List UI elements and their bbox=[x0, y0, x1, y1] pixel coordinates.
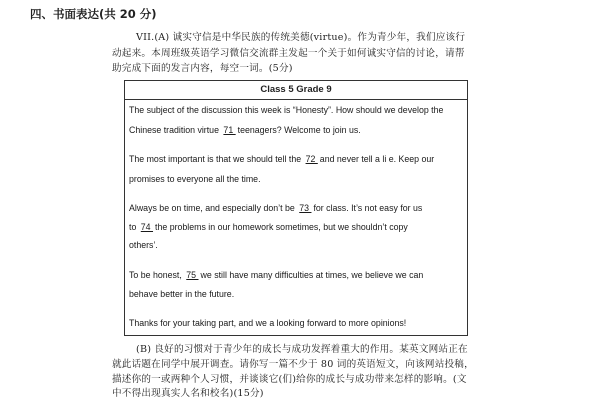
panel-line-10: Thanks for your taking part, and we a looking forward to more opinions! bbox=[129, 318, 407, 328]
text-segment: to bbox=[129, 222, 139, 232]
instruction-line-3: 助完成下面的发言内容，每空一词。(5分) bbox=[112, 63, 293, 74]
blank-74: 74 bbox=[140, 222, 154, 232]
instruction-line-2: 动起来。本周班级英语学习微信交流群主发起一个关于如何诚实守信的讨论，请帮 bbox=[112, 48, 465, 59]
panel-line-4: promises to everyone all the time. bbox=[129, 174, 261, 184]
text-segment: teenagers? Welcome to join us. bbox=[237, 125, 361, 135]
panel-line-6 bbox=[129, 221, 408, 233]
text-segment: the problems in our homework sometimes, but we shouldn’t copy bbox=[155, 222, 408, 232]
part-b-line-1: (B) 良好的习惯对于青少年的成长与成功发挥着重大的作用。某英文网站正在 bbox=[136, 344, 468, 355]
panel-line-5 bbox=[129, 202, 422, 214]
blank-75: 75 bbox=[186, 270, 199, 280]
text-segment: we still have many difficulties at times, we believe we can bbox=[200, 270, 424, 280]
text-segment: for class. It’s not easy for us bbox=[313, 203, 423, 213]
text-segment: Always be on time, and especially don’t be bbox=[129, 203, 298, 213]
text-segment: Chinese tradition virtue bbox=[129, 125, 222, 135]
section-title: 四、书面表达(共 20 分) bbox=[30, 7, 157, 21]
panel-line-9: behave better in the future. bbox=[129, 289, 235, 299]
blank-72: 72 bbox=[305, 154, 318, 164]
panel-line-2 bbox=[129, 124, 361, 136]
text-segment: and never tell a li e. Keep our bbox=[319, 154, 435, 164]
panel-line-8 bbox=[129, 269, 423, 281]
text-segment: The most important is that we should tell the bbox=[129, 154, 304, 164]
instruction-line-1: VII.(A) 诚实守信是中华民族的传统美德(virtue)。作为青少年，我们应该行 bbox=[136, 32, 466, 43]
part-b-line-2: 就此话题在同学中展开调查。请你写一篇不少于 80 词的英语短文，向该网站投稿， bbox=[112, 359, 474, 370]
discussion-panel bbox=[124, 80, 468, 336]
panel-line-7: others’. bbox=[129, 240, 158, 250]
part-b-line-4: 中不得出现真实人名和校名)(15分) bbox=[112, 388, 264, 399]
panel-line-3 bbox=[129, 153, 434, 165]
blank-71: 71 bbox=[223, 125, 236, 135]
part-b-line-3: 描述你的一或两种个人习惯，并谈谈它(们)给你的成长与成功带来怎样的影响。(文 bbox=[112, 374, 467, 385]
text-segment: To be honest, bbox=[129, 270, 185, 280]
panel-line-1: The subject of the discussion this week is “Honesty”. How should we develop the bbox=[129, 105, 444, 115]
panel-header: Class 5 Grade 9 bbox=[125, 81, 467, 100]
blank-73: 73 bbox=[299, 203, 312, 213]
